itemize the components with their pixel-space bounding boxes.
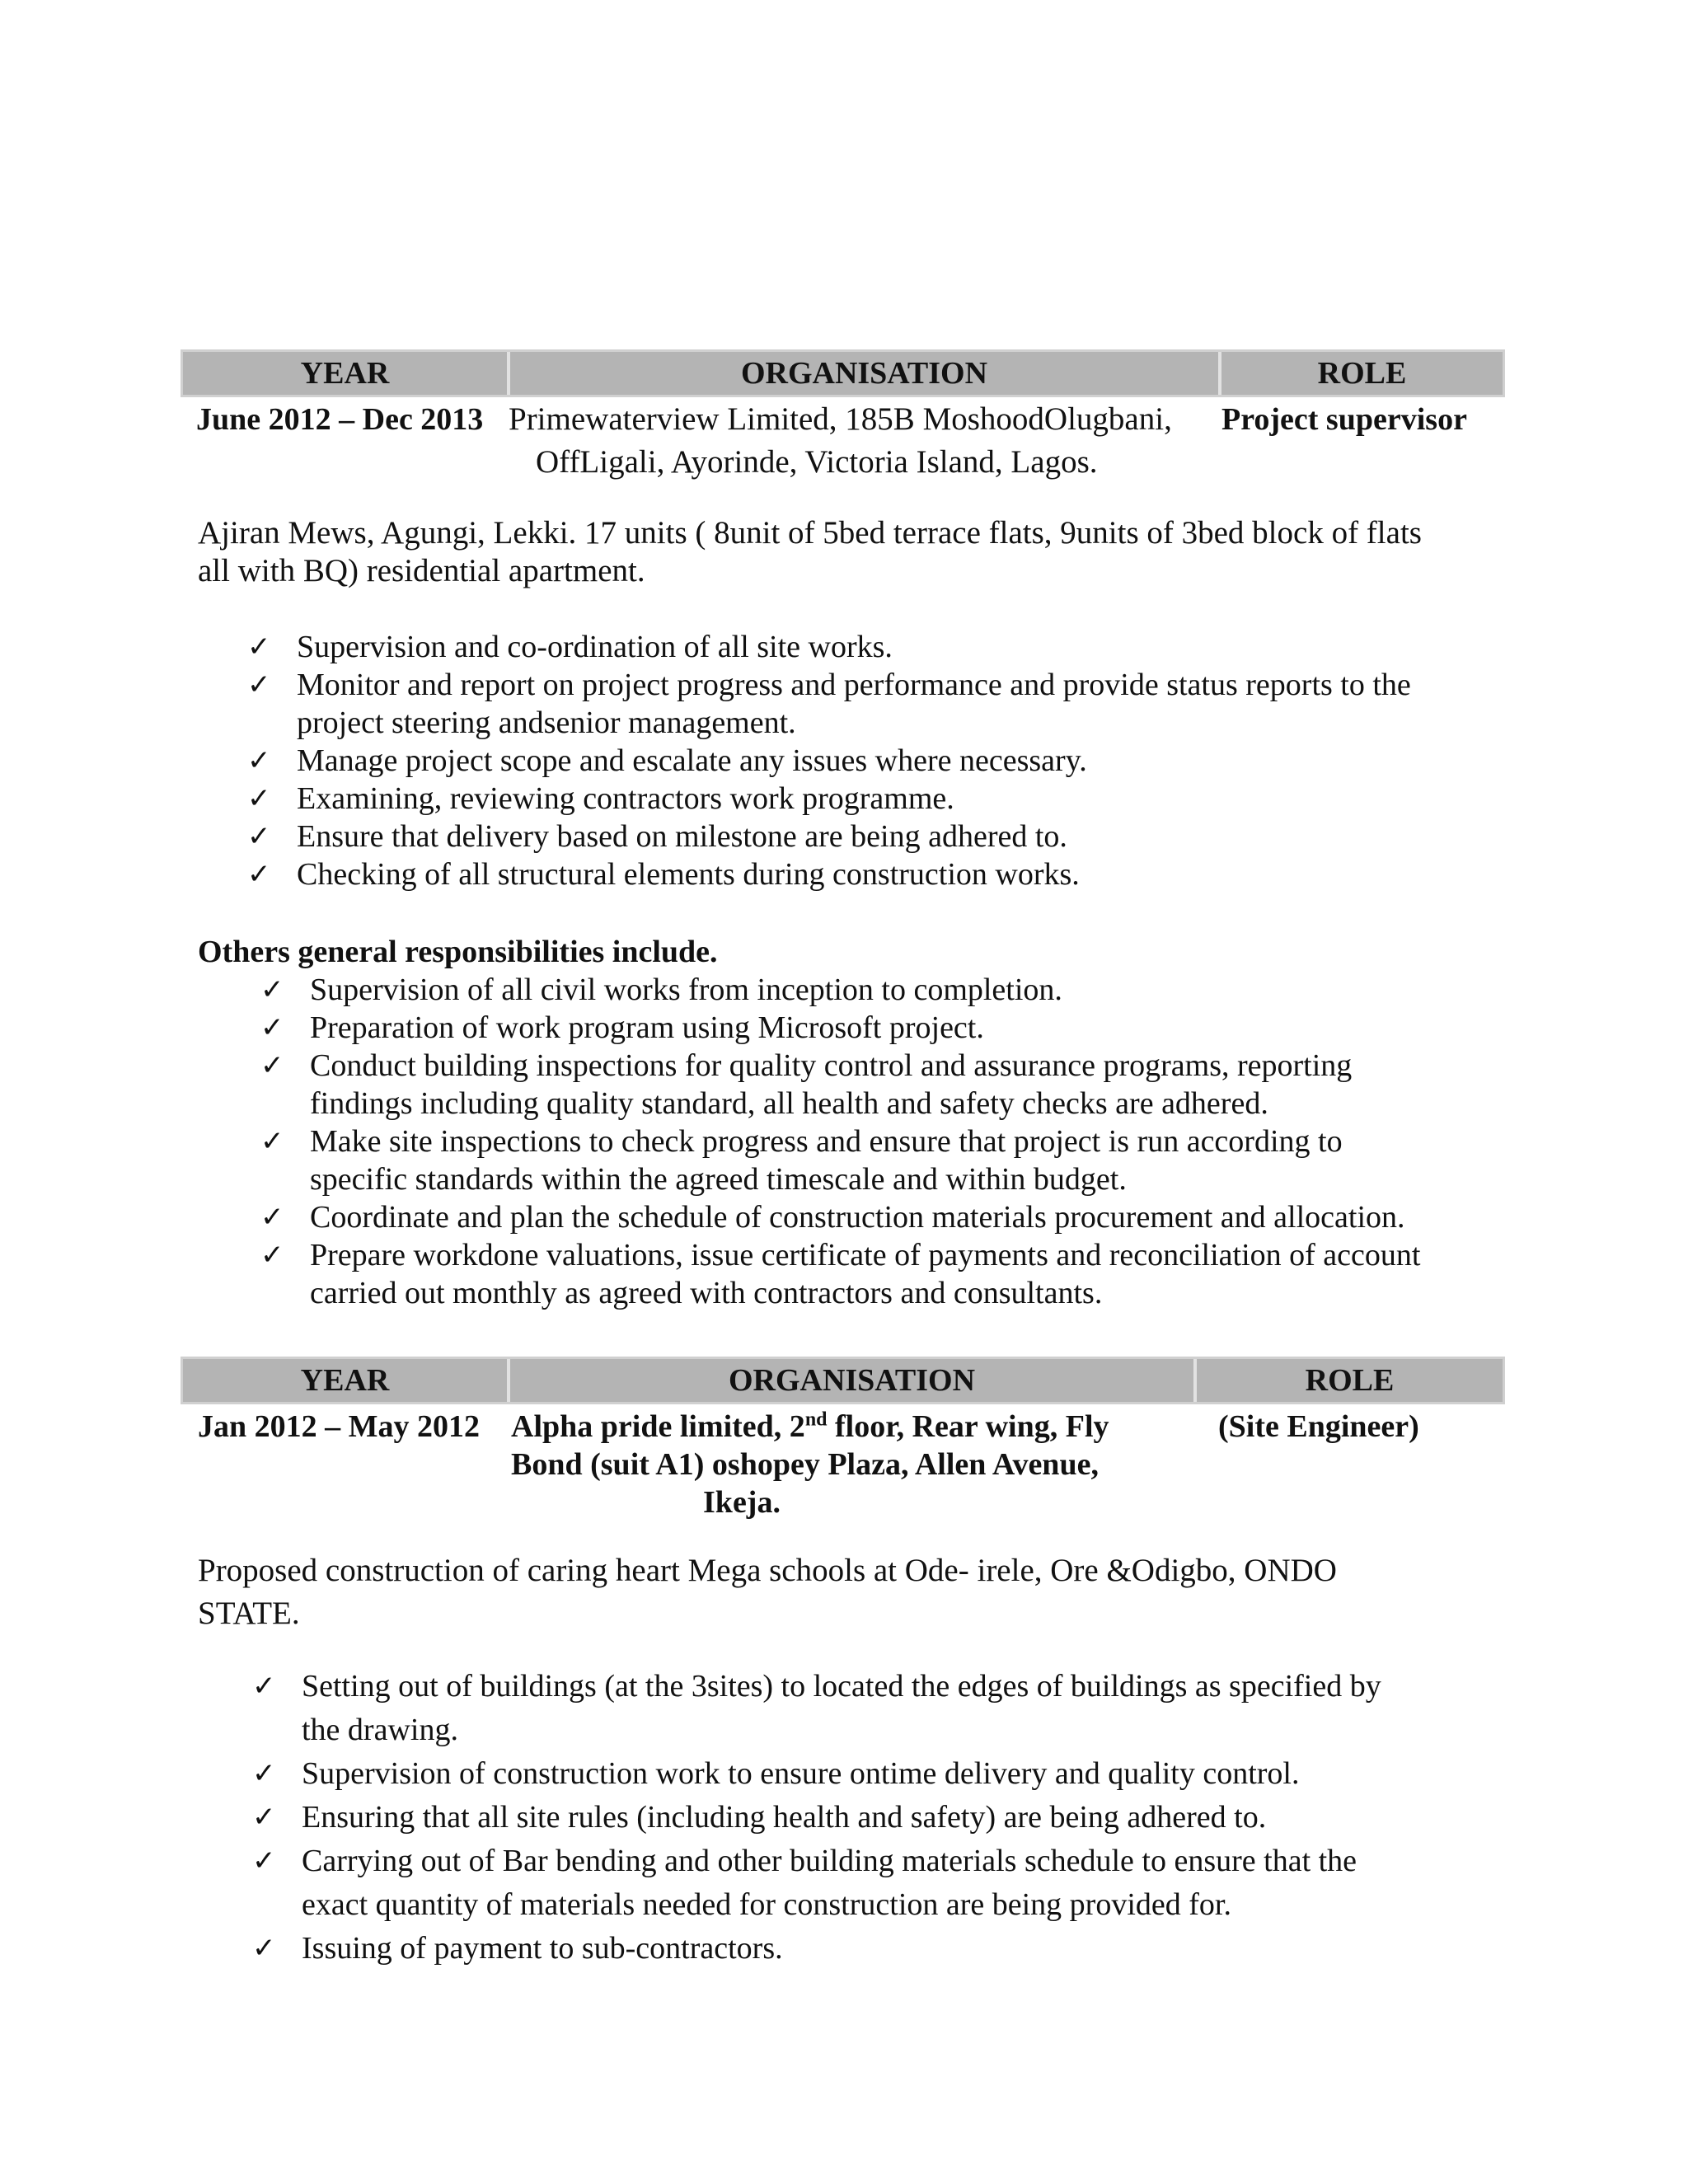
list-item xyxy=(247,742,1508,780)
list-item-text: Supervision of construction work to ensure ontime delivery and quality control. xyxy=(302,1756,1300,1791)
project-description-1 xyxy=(198,514,1517,590)
others-heading: Others general responsibilities include. xyxy=(198,935,718,969)
header-year: YEAR xyxy=(300,1363,390,1398)
check-icon: ✓ xyxy=(252,1932,276,1965)
check-icon: ✓ xyxy=(247,820,271,853)
list-item-text: Setting out of buildings (at the 3sites) to located the edges of buildings as specified by xyxy=(302,1669,1381,1704)
list-item xyxy=(252,1927,1513,1971)
header-organisation: ORGANISATION xyxy=(507,352,1218,395)
organisation-text: floor, Rear wing, Fly xyxy=(827,1409,1109,1444)
check-icon: ✓ xyxy=(260,973,284,1006)
row-organisation-line1 xyxy=(511,1408,1109,1446)
list-item xyxy=(260,1236,1513,1312)
duties-list-1 xyxy=(247,628,1508,893)
project-description-line: all with BQ) residential apartment. xyxy=(198,553,645,588)
duties-list-2 xyxy=(260,971,1513,1312)
list-item xyxy=(247,855,1508,893)
list-item-text: Ensuring that all site rules (including health and safety) are being adhered to. xyxy=(302,1800,1267,1835)
list-item-text: project steering andsenior management. xyxy=(297,705,796,740)
list-item-text: Carrying out of Bar bending and other building materials schedule to ensure that the xyxy=(302,1844,1357,1878)
organisation-text: Alpha pride limited, 2 xyxy=(511,1409,805,1444)
list-item xyxy=(252,1665,1513,1752)
list-item xyxy=(252,1840,1513,1927)
row-role: Project supervisor xyxy=(1221,402,1467,437)
list-item-text: specific standards within the agreed timescale and within budget. xyxy=(310,1162,1127,1197)
check-icon: ✓ xyxy=(260,1239,284,1272)
list-item-text: Issuing of payment to sub-contractors. xyxy=(302,1931,783,1966)
list-item-text: Checking of all structural elements during construction works. xyxy=(297,857,1080,892)
project-description-line: STATE. xyxy=(198,1596,300,1631)
table-header-2 xyxy=(181,1357,1505,1404)
list-item-text: the drawing. xyxy=(302,1713,458,1747)
ordinal-suffix: nd xyxy=(804,1408,828,1431)
list-item xyxy=(260,1198,1513,1236)
list-item xyxy=(260,1122,1513,1198)
header-role: ROLE xyxy=(1218,352,1503,395)
check-icon: ✓ xyxy=(252,1670,276,1703)
row-organisation-line2: OffLigali, Ayorinde, Victoria Island, Lagos. xyxy=(536,444,1098,480)
check-icon: ✓ xyxy=(252,1757,276,1790)
check-icon: ✓ xyxy=(260,1125,284,1158)
list-item-text: Prepare workdone valuations, issue certificate of payments and reconciliation of account xyxy=(310,1238,1421,1272)
list-item-text: Conduct building inspections for quality control and assurance programs, reporting xyxy=(310,1048,1353,1083)
list-item-text: Preparation of work program using Microsoft project. xyxy=(310,1010,984,1045)
list-item-text: Supervision and co-ordination of all site works. xyxy=(297,630,893,664)
row-organisation-line2: Bond (suit A1) oshopey Plaza, Allen Avenue, xyxy=(511,1447,1099,1482)
check-icon: ✓ xyxy=(247,668,271,701)
list-item-text: Make site inspections to check progress and ensure that project is run according to xyxy=(310,1124,1343,1159)
list-item-text: Supervision of all civil works from inception to completion. xyxy=(310,972,1062,1007)
list-item xyxy=(260,1009,1513,1047)
row-role: (Site Engineer) xyxy=(1218,1409,1419,1444)
header-organisation: ORGANISATION xyxy=(507,1359,1193,1402)
list-item-text: exact quantity of materials needed for construction are being provided for. xyxy=(302,1887,1231,1922)
row-year: Jan 2012 – May 2012 xyxy=(198,1409,480,1444)
check-icon: ✓ xyxy=(260,1049,284,1082)
table-header-1 xyxy=(181,349,1505,397)
list-item xyxy=(260,1047,1513,1122)
project-description-line: Ajiran Mews, Agungi, Lekki. 17 units ( 8unit of 5bed terrace flats, 9units of 3bed block of flats xyxy=(198,515,1422,551)
list-item-text: Examining, reviewing contractors work programme. xyxy=(297,781,954,816)
header-role: ROLE xyxy=(1193,1359,1503,1402)
row-organisation-line1: Primewaterview Limited, 185B MoshoodOlugbani, xyxy=(509,401,1172,437)
list-item-text: Ensure that delivery based on milestone are being adhered to. xyxy=(297,819,1067,854)
row-organisation-line3: Ikeja. xyxy=(703,1485,781,1520)
check-icon: ✓ xyxy=(247,858,271,891)
check-icon: ✓ xyxy=(252,1844,276,1877)
list-item-text: Manage project scope and escalate any issues where necessary. xyxy=(297,743,1087,778)
list-item xyxy=(247,818,1508,855)
list-item xyxy=(247,628,1508,666)
check-icon: ✓ xyxy=(252,1801,276,1834)
list-item xyxy=(260,971,1513,1009)
list-item-text: Monitor and report on project progress and performance and provide status reports to the xyxy=(297,668,1411,702)
check-icon: ✓ xyxy=(260,1201,284,1234)
row-year: June 2012 – Dec 2013 xyxy=(196,402,484,437)
list-item xyxy=(247,780,1508,818)
check-icon: ✓ xyxy=(247,630,271,663)
check-icon: ✓ xyxy=(247,782,271,815)
list-item xyxy=(252,1752,1513,1796)
check-icon: ✓ xyxy=(260,1011,284,1044)
list-item xyxy=(247,666,1508,742)
header-year: YEAR xyxy=(300,356,390,391)
row-organisation xyxy=(511,1408,1109,1521)
list-item-text: findings including quality standard, all health and safety checks are adhered. xyxy=(310,1086,1268,1121)
list-item-text: carried out monthly as agreed with contractors and consultants. xyxy=(310,1276,1103,1310)
list-item-text: Coordinate and plan the schedule of construction materials procurement and allocation. xyxy=(310,1200,1405,1235)
list-item xyxy=(252,1796,1513,1840)
duties-list-3 xyxy=(252,1665,1513,1971)
project-description-line: Proposed construction of caring heart Mega schools at Ode- irele, Ore &Odigbo, ONDO xyxy=(198,1553,1337,1588)
project-description-2 xyxy=(198,1549,1517,1635)
check-icon: ✓ xyxy=(247,744,271,777)
